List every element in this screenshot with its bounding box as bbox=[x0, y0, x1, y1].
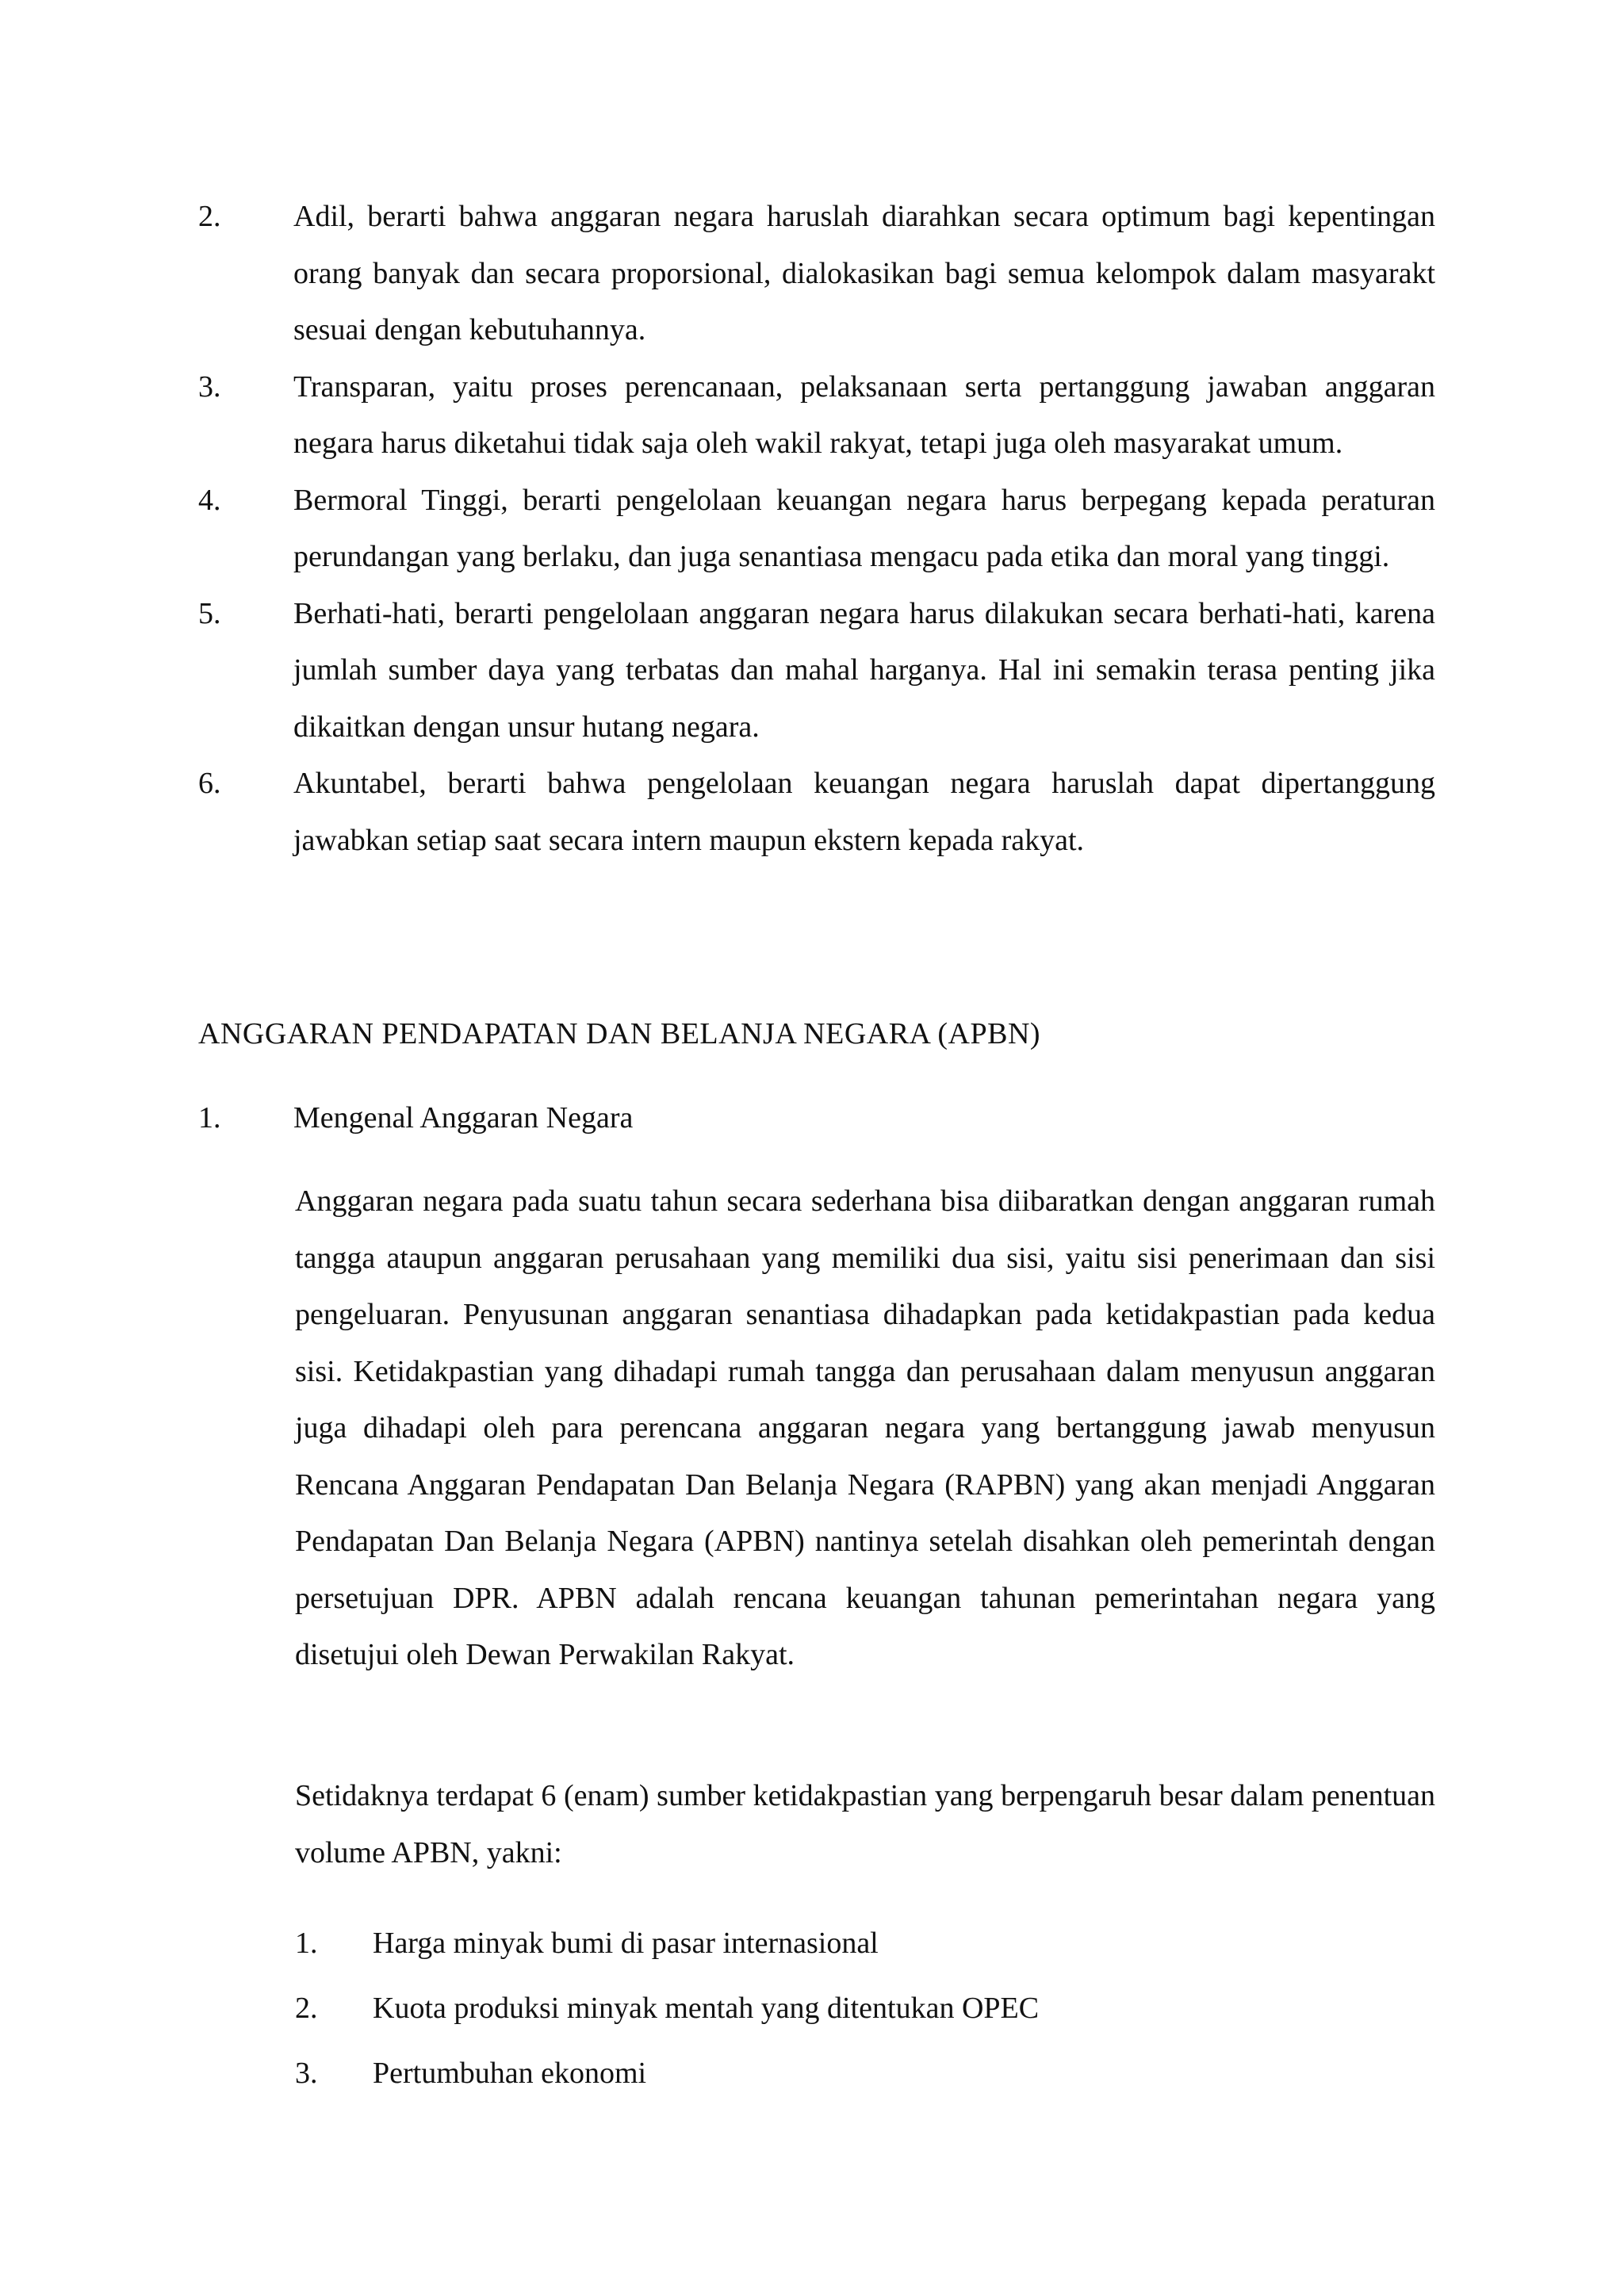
list-item-text: Transparan, yaitu proses perencanaan, pelaksanaan serta pertanggung jawaban anggaran negara harus diketahui tidak saja oleh wakil rakyat, tetapi juga oleh masyarakat umum. bbox=[293, 369, 1435, 460]
list-item bbox=[295, 1911, 1435, 1976]
list-item-number: 4. bbox=[198, 483, 221, 517]
list-item-number: 6. bbox=[198, 767, 221, 800]
list-item-text: Berhati-hati, berarti pengelolaan anggaran negara harus dilakukan secara berhati-hati, karena jumlah sumber daya yang terbatas dan mahal harganya. Hal ini semakin terasa penting jika dikaitkan dengan unsur hutang negara. bbox=[293, 596, 1435, 744]
list-item-number: 3. bbox=[295, 2057, 318, 2090]
list-item bbox=[198, 586, 1435, 756]
list-item-text: Pertumbuhan ekonomi bbox=[373, 2057, 647, 2090]
list-item bbox=[198, 756, 1435, 869]
list-item-number: 5. bbox=[198, 596, 221, 630]
subsection-number: 1. bbox=[198, 1101, 221, 1135]
list-item-text: Bermoral Tinggi, berarti pengelolaan keuangan negara harus berpegang kepada peraturan perundangan yang berlaku, dan juga senantiasa mengacu pada etika dan moral yang tinggi. bbox=[293, 483, 1435, 573]
list-item bbox=[198, 473, 1435, 586]
list-item-text: Akuntabel, berarti bahwa pengelolaan keuangan negara haruslah dapat dipertanggung jawabkan setiap saat secara intern maupun ekstern kepada rakyat. bbox=[293, 767, 1435, 857]
principles-list bbox=[198, 189, 1435, 869]
list-item-number: 2. bbox=[295, 1992, 318, 2025]
list-item-number: 1. bbox=[295, 1927, 318, 1960]
section-heading: ANGGARAN PENDAPATAN DAN BELANJA NEGARA (APBN) bbox=[198, 1017, 1041, 1050]
subsection-heading bbox=[198, 1097, 633, 1138]
list-item-text: Adil, berarti bahwa anggaran negara haruslah diarahkan secara optimum bagi kepentingan orang banyak dan secara proporsional, dialokasikan bagi semua kelompok dalam masyarakt sesuai dengan kebutuhannya. bbox=[293, 200, 1435, 346]
list-item bbox=[198, 189, 1435, 359]
paragraph: Anggaran negara pada suatu tahun secara sederhana bisa diibaratkan dengan anggaran rumah tangga ataupun anggaran perusahaan yang memiliki dua sisi, yaitu sisi penerimaan dan sisi pengeluaran. Penyusunan anggaran senantiasa dihadapkan pada ketidakpastian pada kedua sisi. Ketidakpastian yang dihadapi rumah tangga dan perusahaan dalam menyusun anggaran juga dihadapi oleh para perencana anggaran negara yang bertanggung jawab menyusun Rencana Anggaran Pendapatan Dan Belanja Negara (RAPBN) yang akan menjadi Anggaran Pendapatan Dan Belanja Negara (APBN) nantinya setelah disahkan oleh pemerintah dengan persetujuan DPR. APBN adalah rencana keuangan tahunan pemerintahan negara yang disetujui oleh Dewan Perwakilan Rakyat. bbox=[295, 1184, 1435, 1671]
list-item-text: Harga minyak bumi di pasar internasional bbox=[373, 1927, 879, 1960]
uncertainty-sources-list bbox=[295, 1911, 1435, 2106]
list-item bbox=[295, 1976, 1435, 2041]
list-item bbox=[198, 359, 1435, 473]
list-item-number: 3. bbox=[198, 369, 221, 404]
paragraph: Setidaknya terdapat 6 (enam) sumber ketidakpastian yang berpengaruh besar dalam penentuan volume APBN, yakni: bbox=[295, 1779, 1435, 1869]
list-item-text: Kuota produksi minyak mentah yang ditentukan OPEC bbox=[373, 1992, 1040, 2025]
list-item-number: 2. bbox=[198, 200, 221, 233]
subsection-title: Mengenal Anggaran Negara bbox=[293, 1101, 634, 1135]
list-item bbox=[295, 2041, 1435, 2106]
